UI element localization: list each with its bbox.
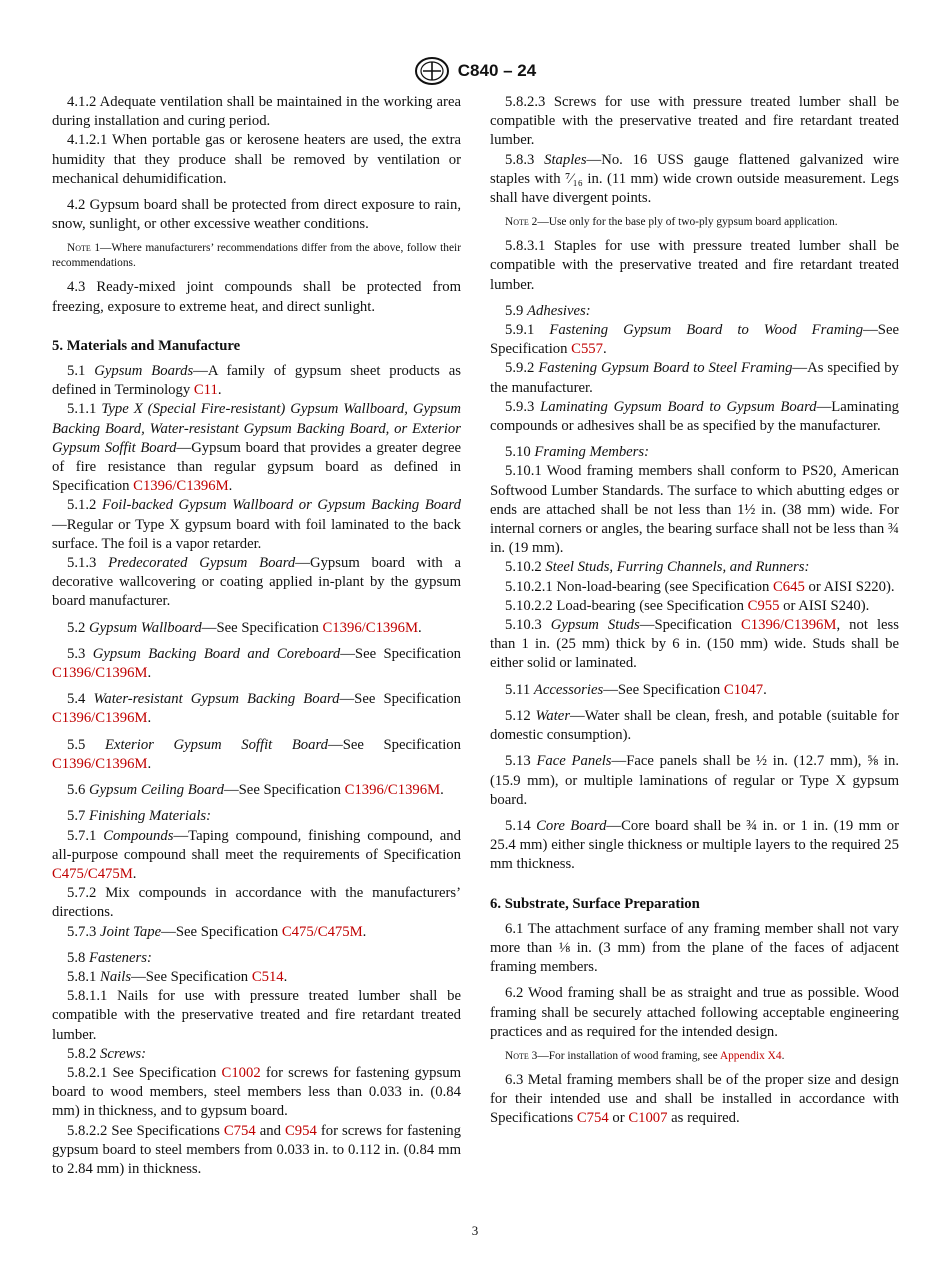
- reference-link[interactable]: C1396/C1396M: [322, 619, 418, 636]
- paragraph-5-4: 5.4 Water-resistant Gypsum Backing Board—See Specification C1396/C1396M.: [52, 691, 461, 727]
- reference-link[interactable]: C1002: [221, 1064, 261, 1081]
- reference-link[interactable]: C475/C475M: [52, 865, 133, 882]
- page-header: [0, 56, 950, 86]
- paragraph-5-6: 5.6 Gypsum Ceiling Board—See Specification C1396/C1396M.: [67, 782, 444, 799]
- paragraph-5-8-2-2: 5.8.2.2 See Specifications C754 and C954 for screws for fastening gypsum board to steel members from 0.033 in. to 0.112 in. (0.84 mm to 2.84 mm) in thickness.: [52, 1122, 461, 1177]
- right-column: [490, 93, 899, 1129]
- paragraph-5-10-1: 5.10.1 Wood framing members shall conform to PS20, American Softwood Lumber Standards. The surface to which abutting edges or ends are attached shall be not less than 1½ in. (38 mm) wide. For internal corners or angles, the bearing surface shall not be less than ¾ in. (19 mm).: [490, 463, 899, 557]
- reference-link[interactable]: C754: [223, 1122, 256, 1139]
- section-6-heading: 6. Substrate, Surface Preparation: [490, 895, 700, 912]
- reference-link[interactable]: C1396/C1396M: [52, 665, 148, 682]
- paragraph-5-10-3: 5.10.3 Gypsum Studs—Specification C1396/C1396M, not less than 1 in. (25 mm) thick by 6 in. (150 mm) wide. Studs shall be either solid or laminated.: [490, 617, 899, 672]
- reference-link[interactable]: C955: [747, 597, 780, 614]
- paragraph-5-10-2: 5.10.2 Steel Studs, Furring Channels, and Runners:: [505, 559, 810, 576]
- reference-link[interactable]: Appendix X4: [719, 1049, 782, 1062]
- paragraph-5-7-2: 5.7.2 Mix compounds in accordance with the manufacturers’ directions.: [52, 885, 461, 921]
- page-number: 3: [471, 1223, 479, 1238]
- paragraph-5-9-1: 5.9.1 Fastening Gypsum Board to Wood Framing—See Specification C557.: [490, 322, 899, 358]
- paragraph-6-1: 6.1 The attachment surface of any framing member shall not vary more than ⅛ in. (3 mm) from the plane of the faces of adjacent framing members.: [490, 920, 899, 976]
- paragraph-5-10-2-2: 5.10.2.2 Load-bearing (see Specification C955 or AISI S240).: [505, 597, 870, 614]
- paragraph-5-13: 5.13 Face Panels—Face panels shall be ½ in. (12.7 mm), ⅝ in. (15.9 mm), or multiple laminations of regular or Type X gypsum board.: [490, 753, 899, 808]
- reference-link[interactable]: C11: [193, 382, 218, 399]
- reference-link[interactable]: C1396/C1396M: [344, 782, 441, 799]
- reference-link[interactable]: C557: [571, 341, 603, 358]
- paragraph-5-3: 5.3 Gypsum Backing Board and Coreboard—See Specification C1396/C1396M.: [52, 645, 462, 682]
- note-2: Note 2—Use only for the base ply of two-ply gypsum board application.: [505, 216, 838, 229]
- reference-link[interactable]: C954: [284, 1122, 317, 1139]
- astm-logo-icon: [414, 56, 450, 86]
- paragraph-5-7-3: 5.7.3 Joint Tape—See Specification C475/C475M.: [67, 923, 367, 940]
- paragraph-5-7: 5.7 Finishing Materials:: [67, 808, 212, 825]
- paragraph-5-8-2: 5.8.2 Screws:: [67, 1045, 147, 1062]
- paragraph-4-2: 4.2 Gypsum board shall be protected from direct exposure to rain, snow, sunlight, or other excessive weather conditions.: [52, 197, 461, 233]
- paragraph-6-3: 6.3 Metal framing members shall be of the proper size and design for their intended use and shall be installed in accordance with Specifications C754 or C1007 as required.: [490, 1071, 899, 1127]
- reference-link[interactable]: C1396/C1396M: [52, 755, 148, 772]
- left-column: [52, 93, 461, 1179]
- paragraph-4-1-2: 4.1.2 Adequate ventilation shall be maintained in the working area during installation and curing period.: [52, 94, 461, 130]
- paragraph-6-2: 6.2 Wood framing shall be as straight and true as possible. Wood framing shall be securely attached following acceptable engineering practices and as required for the intended design.: [490, 985, 899, 1040]
- paragraph-5-9-2: 5.9.2 Fastening Gypsum Board to Steel Framing—As specified by the manufacturer.: [490, 360, 899, 396]
- paragraph-4-3: 4.3 Ready-mixed joint compounds shall be protected from freezing, exposure to extreme heat, and direct sunlight.: [52, 279, 461, 315]
- standard-designation: C840 – 24: [457, 61, 537, 80]
- paragraph-5-1-2: 5.1.2 Foil-backed Gypsum Wallboard or Gypsum Backing Board—Regular or Type X gypsum board with foil laminated to the back surface. The foil is a vapor retarder.: [52, 497, 461, 552]
- paragraph-5-8-3-1: 5.8.3.1 Staples for use with pressure treated lumber shall be compatible with the preservative treated and fire retardant treated lumber.: [490, 238, 899, 293]
- paragraph-5-5: 5.5 Exterior Gypsum Soffit Board—See Specification C1396/C1396M.: [52, 736, 461, 772]
- paragraph-5-14: 5.14 Core Board—Core board shall be ¾ in. or 1 in. (19 mm or 25.4 mm) either single thickness or multiple layers to the required 25 mm thickness.: [490, 817, 899, 873]
- paragraph-5-9: 5.9 Adhesives:: [505, 302, 591, 319]
- note-1: Note 1—Where manufacturers’ recommendations differ from the above, follow their recommendations.: [52, 242, 461, 270]
- reference-link[interactable]: C1396/C1396M: [133, 478, 229, 495]
- reference-link[interactable]: C514: [251, 968, 284, 985]
- paragraph-5-8-1-1: 5.8.1.1 Nails for use with pressure treated lumber shall be compatible with the preservative treated and fire retardant treated lumber.: [52, 988, 461, 1043]
- paragraph-4-1-2-1: 4.1.2.1 When portable gas or kerosene heaters are used, the extra humidity that they produce shall be removed by ventilation or mechanical dehumidification.: [52, 132, 461, 187]
- paragraph-5-8: 5.8 Fasteners:: [67, 949, 152, 966]
- paragraph-5-8-1: 5.8.1 Nails—See Specification C514.: [67, 968, 288, 985]
- paragraph-5-12: 5.12 Water—Water shall be clean, fresh, and potable (suitable for domestic consumption).: [490, 707, 900, 744]
- paragraph-5-8-2-1: 5.8.2.1 See Specification C1002 for screws for fastening gypsum board to wood members, steel members less than 0.033 in. (0.84 mm) in thickness, and to gypsum board.: [52, 1064, 461, 1120]
- paragraph-5-7-1: 5.7.1 Compounds—Taping compound, finishing compound, and all-purpose compound shall meet the requirements of Specification C475/C475M.: [52, 827, 461, 882]
- paragraph-5-1-1: 5.1.1 Type X (Special Fire-resistant) Gypsum Wallboard, Gypsum Backing Board, Water-resistant Gypsum Backing Board, or Exterior Gypsum Soffit Board—Gypsum board that provides a greater degree of fire resistance than regular gypsum board as defined in Specification C1396/C1396M.: [52, 401, 461, 495]
- paragraph-5-10-2-1: 5.10.2.1 Non-load-bearing (see Specification C645 or AISI S220).: [505, 578, 895, 595]
- reference-link[interactable]: C1396/C1396M: [52, 710, 148, 727]
- reference-link[interactable]: C1047: [723, 681, 764, 698]
- paragraph-5-11: 5.11 Accessories—See Specification C1047.: [505, 681, 767, 698]
- paragraph-5-10: 5.10 Framing Members:: [505, 444, 649, 461]
- reference-link[interactable]: C645: [772, 578, 805, 595]
- reference-link[interactable]: C1396/C1396M: [740, 617, 837, 634]
- reference-link[interactable]: C754: [576, 1110, 609, 1127]
- paragraph-5-1: 5.1 Gypsum Boards—A family of gypsum sheet products as defined in Terminology C11.: [52, 363, 461, 399]
- paragraph-5-8-3: 5.8.3 Staples—No. 16 USS gauge flattened galvanized wire staples with ⁷⁄₁₆ in. (11 mm) wide crown outside measurement. Legs shall have divergent points.: [490, 151, 899, 207]
- section-5-heading: 5. Materials and Manufacture: [52, 337, 241, 354]
- reference-link[interactable]: C1007: [628, 1110, 668, 1127]
- note-3: Note 3—For installation of wood framing, see Appendix X4.: [505, 1049, 785, 1062]
- paragraph-5-2: 5.2 Gypsum Wallboard—See Specification C1396/C1396M.: [67, 619, 422, 636]
- reference-link[interactable]: C475/C475M: [281, 923, 363, 940]
- paragraph-5-8-2-3: 5.8.2.3 Screws for use with pressure treated lumber shall be compatible with the preservative treated and fire retardant treated lumber.: [490, 94, 899, 149]
- paragraph-5-1-3: 5.1.3 Predecorated Gypsum Board—Gypsum board with a decorative wallcovering or coating applied in-plant by the gypsum board manufacturer.: [52, 555, 462, 610]
- paragraph-5-9-3: 5.9.3 Laminating Gypsum Board to Gypsum Board—Laminating compounds or adhesives shall be as specified by the manufacturer.: [490, 398, 900, 435]
